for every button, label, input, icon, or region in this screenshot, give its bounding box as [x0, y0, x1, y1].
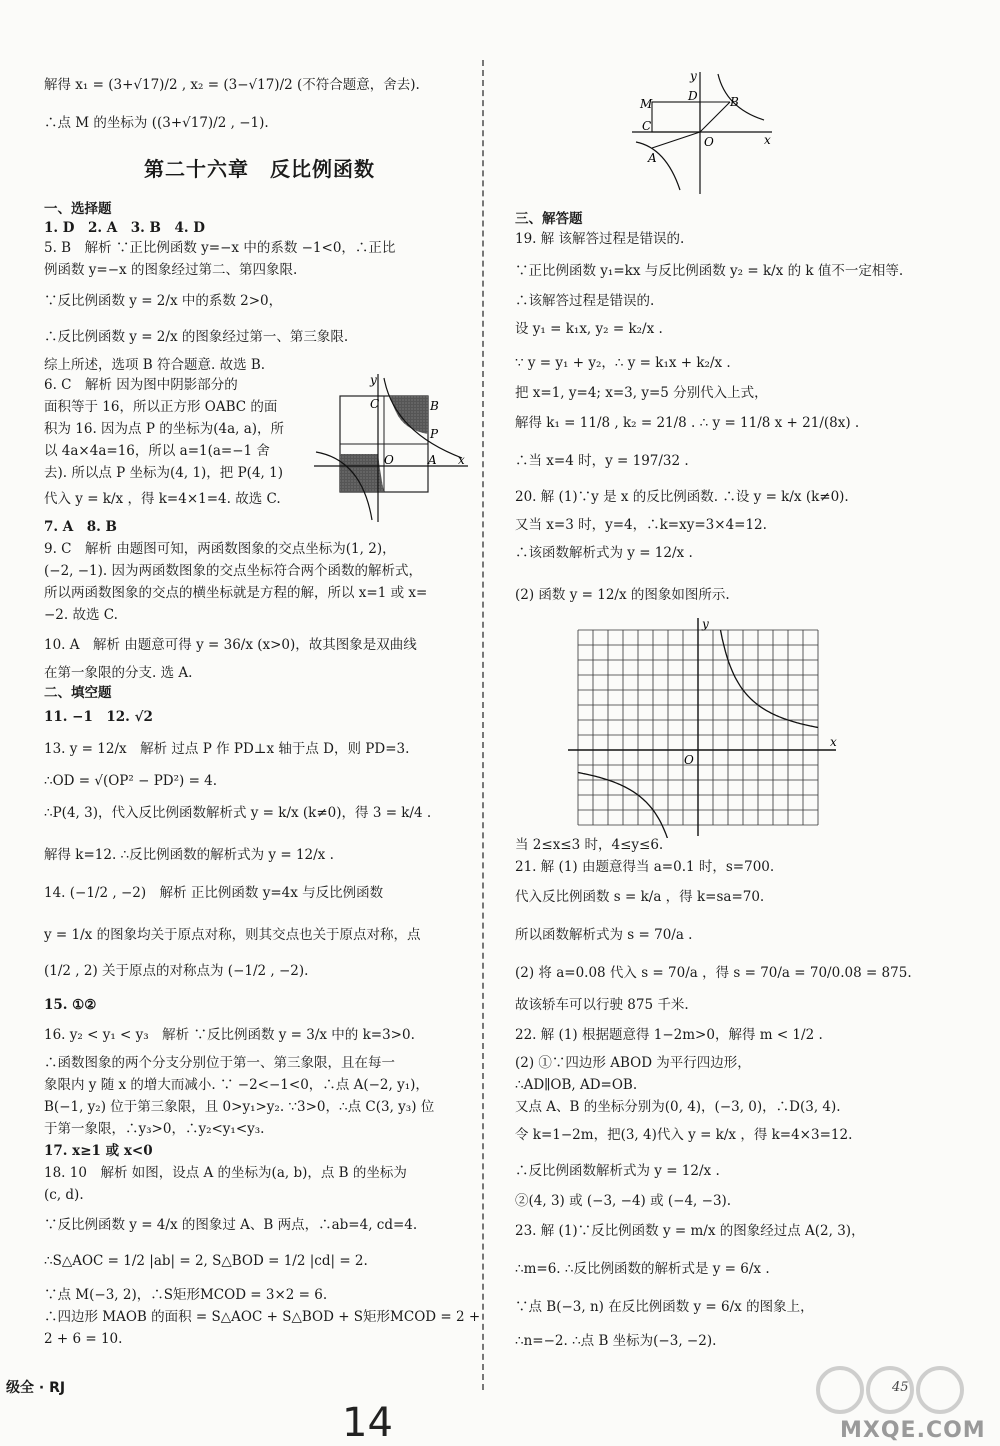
page-number: 45 — [892, 1380, 909, 1395]
fig6-label-c: C — [370, 397, 380, 411]
text-line: ∴AD∥OB, AD=OB. — [515, 1077, 638, 1093]
text-line: 20. 解 (1)∵y 是 x 的反比例函数. ∴设 y = k/x (k≠0). — [515, 489, 849, 505]
text-line: 去). 所以点 P 坐标为(4, 1)，把 P(4, 1) — [44, 465, 283, 481]
text-line: 解得 x₁ = (3+√17)/2 , x₂ = (3−√17)/2 (不符合题意，舍去). — [44, 77, 420, 93]
figure-problem-6 — [312, 372, 472, 524]
text-line: 又当 x=3 时，y=4，∴k=xy=3×4=12. — [515, 517, 767, 533]
text-line: ∵反比例函数 y = 2/x 中的系数 2>0， — [44, 293, 283, 309]
text-line: ∴该解答过程是错误的. — [515, 293, 655, 309]
text-line: ∴OD = √(OP² − PD²) = 4. — [44, 773, 218, 789]
text-line: y = 1/x 的图象均关于原点对称，则其交点也关于原点对称，点 — [44, 927, 421, 943]
text-line: ∴函数图象的两个分支分别位于第一、第三象限，且在每一 — [44, 1055, 395, 1071]
text-line: ∵点 M(−3, 2)，∴S矩形MCOD = 3×2 = 6. — [44, 1287, 328, 1303]
text-line: ∴m=6. ∴反比例函数的解析式是 y = 6/x . — [515, 1261, 770, 1277]
text-line: 把 x=1, y=4; x=3, y=5 分别代入上式， — [515, 385, 768, 401]
text-line: 6. C 解析 因为图中阴影部分的 — [44, 377, 238, 393]
figure-problem-20-graph — [566, 616, 842, 838]
text-line: ②(4, 3) 或 (−3, −4) 或 (−4, −3). — [515, 1193, 732, 1209]
fig18-label-m: M — [640, 97, 653, 111]
text-line: 设 y₁ = k₁x, y₂ = k₂/x . — [515, 321, 663, 337]
text-line: 令 k=1−2m，把(3, 4)代入 y = k/x ，得 k=4×3=12. — [515, 1127, 853, 1143]
fig18-label-y: y — [690, 69, 697, 83]
column-divider — [482, 60, 484, 1390]
fig6-label-x: x — [458, 453, 465, 467]
text-line: 23. 解 (1)∵反比例函数 y = m/x 的图象经过点 A(2, 3)， — [515, 1223, 865, 1239]
text-line: 故该轿车可以行驶 875 千米. — [515, 997, 689, 1013]
text-line: 第二十六章 反比例函数 — [144, 157, 375, 181]
text-line: 15. ①② — [44, 997, 97, 1013]
watermark-text: MXQE.COM — [840, 1418, 986, 1443]
text-line: 以 4a×4a=16，所以 a=1(a=−1 舍 — [44, 443, 270, 459]
text-line: ∴S△AOC = 1/2 |ab| = 2, S△BOD = 1/2 |cd| = 2. — [44, 1253, 368, 1269]
text-line: 在第一象限的分支. 选 A. — [44, 665, 193, 681]
text-line: ∵正比例函数 y₁=kx 与反比例函数 y₂ = k/x 的 k 值不一定相等. — [515, 263, 904, 279]
figure-problem-18 — [630, 68, 780, 196]
text-line: 18. 10 解析 如图，设点 A 的坐标为(a, b)，点 B 的坐标为 — [44, 1165, 407, 1181]
text-line: (c, d). — [44, 1187, 84, 1203]
fig20-label-x: x — [830, 735, 837, 749]
text-line: 19. 解 该解答过程是错误的. — [515, 231, 685, 247]
text-line: (−2, −1). 因为两函数图象的交点坐标符合两个函数的解析式， — [44, 563, 422, 579]
text-line: 21. 解 (1) 由题意得当 a=0.1 时，s=700. — [515, 859, 775, 875]
text-line: 于第一象限，∴y₃>0，∴y₂<y₁<y₃. — [44, 1121, 265, 1137]
text-line: 22. 解 (1) 根据题意得 1−2m>0，解得 m < 1/2 . — [515, 1027, 823, 1043]
text-line: 当 2≤x≤3 时，4≤y≤6. — [515, 837, 664, 853]
fig6-label-p: P — [430, 427, 439, 441]
footer-book-label: 级全 · RJ — [6, 1380, 66, 1396]
text-line: 面积等于 16，所以正方形 OABC 的面 — [44, 399, 278, 415]
text-line: (2) 将 a=0.08 代入 s = 70/a ，得 s = 70/a = 70/0.08 = 875. — [515, 965, 912, 981]
fig18-label-b: B — [730, 95, 739, 109]
text-line: 三、解答题 — [515, 211, 583, 227]
text-line: 17. x≥1 或 x<0 — [44, 1143, 153, 1159]
text-line: 11. −1 12. √2 — [44, 709, 153, 725]
text-line: 所以函数解析式为 s = 70/a . — [515, 927, 693, 943]
text-line: 解得 k=12. ∴反比例函数的解析式为 y = 12/x . — [44, 847, 334, 863]
fig6-label-y: y — [370, 373, 377, 387]
text-line: 13. y = 12/x 解析 过点 P 作 PD⊥x 轴于点 D，则 PD=3. — [44, 741, 410, 757]
fig20-label-y: y — [702, 617, 709, 631]
text-line: 代入反比例函数 s = k/a ，得 k=sa=70. — [515, 889, 765, 905]
text-line: 9. C 解析 由题图可知，两函数图象的交点坐标为(1, 2)， — [44, 541, 396, 557]
text-line: 象限内 y 随 x 的增大而减小. ∵ −2<−1<0，∴点 A(−2, y₁)， — [44, 1077, 429, 1093]
text-line: ∴反比例函数解析式为 y = 12/x . — [515, 1163, 720, 1179]
text-line: 5. B 解析 ∵正比例函数 y=−x 中的系数 −1<0，∴正比 — [44, 240, 396, 256]
fig20-label-o: O — [684, 753, 694, 767]
fig6-label-o: O — [384, 453, 394, 467]
text-line: 7. A 8. B — [44, 519, 117, 535]
fig6-label-b: B — [430, 399, 439, 413]
text-line: (2) 函数 y = 12/x 的图象如图所示. — [515, 587, 730, 603]
fig18-label-o: O — [704, 135, 714, 149]
text-line: (2) ①∵四边形 ABOD 为平行四边形， — [515, 1055, 751, 1071]
fig6-label-a: A — [428, 453, 437, 467]
text-line: ∴该函数解析式为 y = 12/x . — [515, 545, 693, 561]
text-line: 又点 A、B 的坐标分别为(0, 4)，(−3, 0)，∴D(3, 4). — [515, 1099, 841, 1115]
text-line: 一、选择题 — [44, 201, 112, 217]
text-line: ∵点 B(−3, n) 在反比例函数 y = 6/x 的图象上， — [515, 1299, 814, 1315]
text-line: 例函数 y=−x 的图象经过第二、第四象限. — [44, 262, 298, 278]
fig18-label-c: C — [642, 119, 652, 133]
text-line: 2 + 6 = 10. — [44, 1331, 123, 1347]
text-line: ∵ y = y₁ + y₂，∴ y = k₁x + k₂/x . — [515, 355, 731, 371]
text-line: 1. D 2. A 3. B 4. D — [44, 220, 205, 236]
text-line: 10. A 解析 由题意可得 y = 36/x (x>0)，故其图象是双曲线 — [44, 637, 417, 653]
text-line: 综上所述，选项 B 符合题意. 故选 B. — [44, 357, 266, 373]
text-line: 积为 16. 因为点 P 的坐标为(4a, a)，所 — [44, 421, 285, 437]
text-line: ∴点 M 的坐标为 ((3+√17)/2 , −1). — [44, 115, 269, 131]
text-line: −2. 故选 C. — [44, 607, 118, 623]
text-line: B(−1, y₂) 位于第三象限，且 0>y₁>y₂. ∵3>0，∴点 C(3, y₃) 位 — [44, 1099, 435, 1115]
text-line: ∴反比例函数 y = 2/x 的图象经过第一、第三象限. — [44, 329, 349, 345]
text-line: 14. (−1/2 , −2) 解析 正比例函数 y=4x 与反比例函数 — [44, 885, 384, 901]
text-line: ∴当 x=4 时，y = 197/32 . — [515, 453, 689, 469]
text-line: ∵反比例函数 y = 4/x 的图象过 A、B 两点，∴ab=4, cd=4. — [44, 1217, 418, 1233]
text-line: 二、填空题 — [44, 685, 112, 701]
text-line: 代入 y = k/x ，得 k=4×1=4. 故选 C. — [44, 491, 281, 507]
fig18-label-x: x — [764, 133, 771, 147]
text-line: ∴n=−2. ∴点 B 坐标为(−3, −2). — [515, 1333, 717, 1349]
fig18-label-a: A — [648, 151, 657, 165]
text-line: ∴P(4, 3)，代入反比例函数解析式 y = k/x (k≠0)，得 3 = k/4 . — [44, 805, 432, 821]
text-line: 解得 k₁ = 11/8 , k₂ = 21/8 . ∴ y = 11/8 x + 21/(8x) . — [515, 415, 860, 431]
text-line: (1/2 , 2) 关于原点的对称点为 (−1/2 , −2). — [44, 963, 309, 979]
text-line: 所以两函数图象的交点的横坐标就是方程的解，所以 x=1 或 x= — [44, 585, 428, 601]
fig18-label-d: D — [688, 89, 698, 103]
handwritten-number: 14 — [342, 1400, 393, 1446]
text-line: 16. y₂ < y₁ < y₃ 解析 ∵反比例函数 y = 3/x 中的 k=3>0. — [44, 1027, 415, 1043]
text-line: ∴四边形 MAOB 的面积 = S△AOC + S△BOD + S矩形MCOD = 2 + — [44, 1309, 481, 1325]
